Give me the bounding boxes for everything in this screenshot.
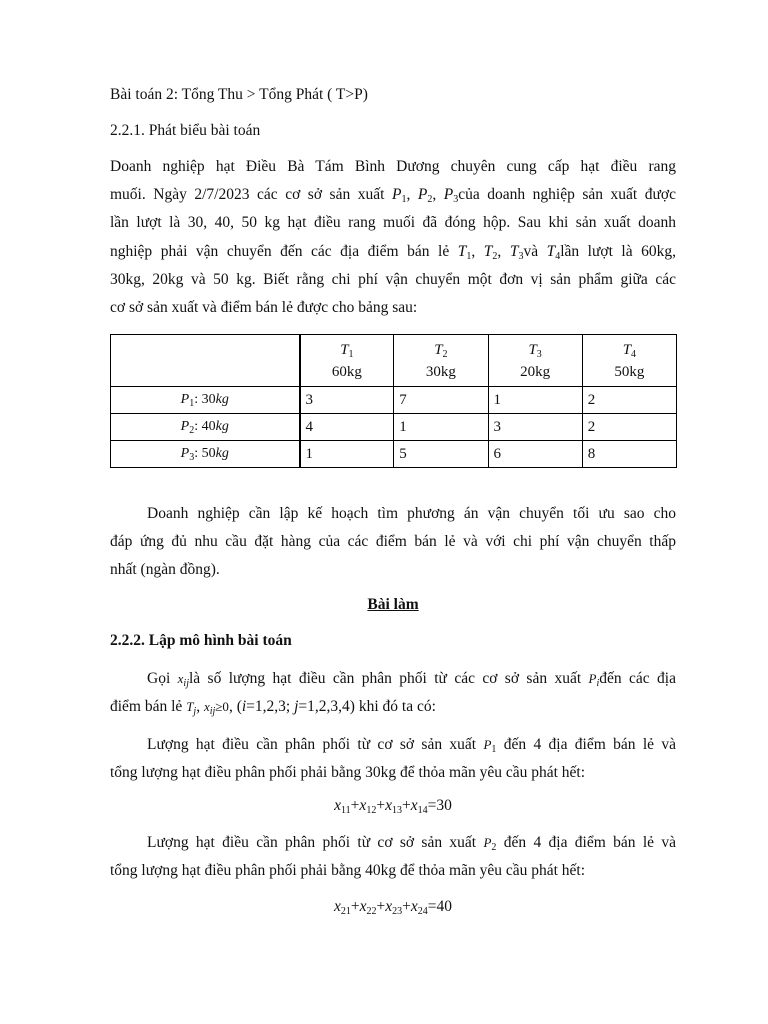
- table-cell: 3: [488, 414, 582, 441]
- row-label-p2: $P_2$: 40kg: [111, 414, 300, 441]
- table-header-cell: $T_4$ 50kg: [582, 335, 676, 387]
- row-label-p1: $P_1$: 30kg: [111, 387, 300, 414]
- supply-p2-line-2: tổng lượng hạt điều phân phối phải bằng 40kg để thỏa mãn yêu cầu phát hết:: [110, 862, 586, 880]
- table-header-cell: $T_3$ 20kg: [488, 335, 582, 387]
- objective-paragraph: [110, 500, 676, 585]
- table-corner-cell: [111, 335, 300, 387]
- table-cell: 4: [300, 414, 394, 441]
- problem-heading: Bài toán 2: Tổng Thu > Tổng Phát ( T>P): [110, 86, 368, 103]
- table-cell: 7: [394, 387, 488, 414]
- table-cell: 1: [488, 387, 582, 414]
- solution-title: Bài làm: [367, 596, 419, 613]
- table-cell: 3: [300, 387, 394, 414]
- statement-line-6: cơ sở sản xuất và điểm bán lẻ được cho bảng sau:: [110, 299, 418, 317]
- supply-p2-paragraph: [110, 829, 676, 885]
- statement-line-2: muối. Ngày 2/7/2023 các cơ sở sản xuất $P_1$, $P_2$, $P_3của$ doanh nghiệp sản xuất được: [110, 186, 676, 206]
- cost-table: [110, 334, 677, 468]
- table-row: [111, 414, 677, 441]
- equation-2: $x_{21}+x_{22}+x_{23}+x_{24}=40$: [333, 898, 453, 917]
- objective-line-2: đáp ứng đủ nhu cầu đặt hàng của các điểm bán lẻ và với chi phí vận chuyển thấp: [110, 533, 676, 551]
- table-cell: 1: [394, 414, 488, 441]
- table-header-cell: $T_1$ 60kg: [300, 335, 394, 387]
- table-row: [111, 387, 677, 414]
- variables-paragraph: [110, 665, 676, 721]
- supply-p1-line-1: Lượng hạt điều cần phân phối từ cơ sở sản xuất $P_1$ đến 4 địa điểm bán lẻ và: [147, 736, 676, 755]
- statement-line-5: 30kg, 20kg và 50 kg. Biết rằng chi phí vận chuyển một đơn vị sản phẩm giữa các: [110, 270, 676, 288]
- statement-line-3: lần lượt là 30, 40, 50 kg hạt điều rang muối đã đóng hộp. Sau khi sản xuất doanh: [110, 214, 676, 232]
- section-heading-model: 2.2.2. Lập mô hình bài toán: [110, 632, 292, 649]
- table-cell: 5: [394, 441, 488, 468]
- variables-line-1: Gọi $x_{ij}là$ số lượng hạt điều cần phân phối từ các cơ sở sản xuất $P_iđến$ các địa: [147, 670, 676, 689]
- table-cell: 2: [582, 414, 676, 441]
- table-cell: 1: [300, 441, 394, 468]
- table-row: [111, 441, 677, 468]
- supply-p1-line-2: tổng lượng hạt điều phân phối phải bằng 30kg để thỏa mãn yêu cầu phát hết:: [110, 764, 586, 782]
- equation-1: $x_{11}+x_{12}+x_{13}+x_{14}=30$: [334, 797, 452, 816]
- variables-line-2: điểm bán lẻ $T_j$, $x_{ij}\ge 0$, (i=1,2,3; j=1,2,3,4) khi đó ta có:: [110, 698, 436, 718]
- objective-line-3: nhất (ngàn đồng).: [110, 561, 220, 579]
- table-header-row: [111, 335, 677, 387]
- supply-p2-line-1: Lượng hạt điều cần phân phối từ cơ sở sản xuất $P_2$ đến 4 địa điểm bán lẻ và: [147, 834, 676, 853]
- statement-line-4: nghiệp phải vận chuyển đến các địa điểm bán lẻ $T_1$, $T_2$, $T_3và$ $T_4lần$ lượt là 60kg,: [110, 242, 676, 262]
- table-cell: 2: [582, 387, 676, 414]
- table-cell: 8: [582, 441, 676, 468]
- table-header-cell: $T_2$ 30kg: [394, 335, 488, 387]
- section-heading-statement: 2.2.1. Phát biểu bài toán: [110, 122, 261, 139]
- objective-line-1: Doanh nghiệp cần lập kế hoạch tìm phương án vận chuyển tối ưu sao cho: [147, 505, 676, 522]
- table-cell: 6: [488, 441, 582, 468]
- row-label-p3: $P_3$: 50kg: [111, 441, 300, 468]
- statement-line-1: Doanh nghiệp hạt Điều Bà Tám Bình Dương chuyên cung cấp hạt điều rang: [110, 158, 676, 175]
- supply-p1-paragraph: [110, 731, 676, 787]
- problem-statement-paragraph: [110, 153, 676, 322]
